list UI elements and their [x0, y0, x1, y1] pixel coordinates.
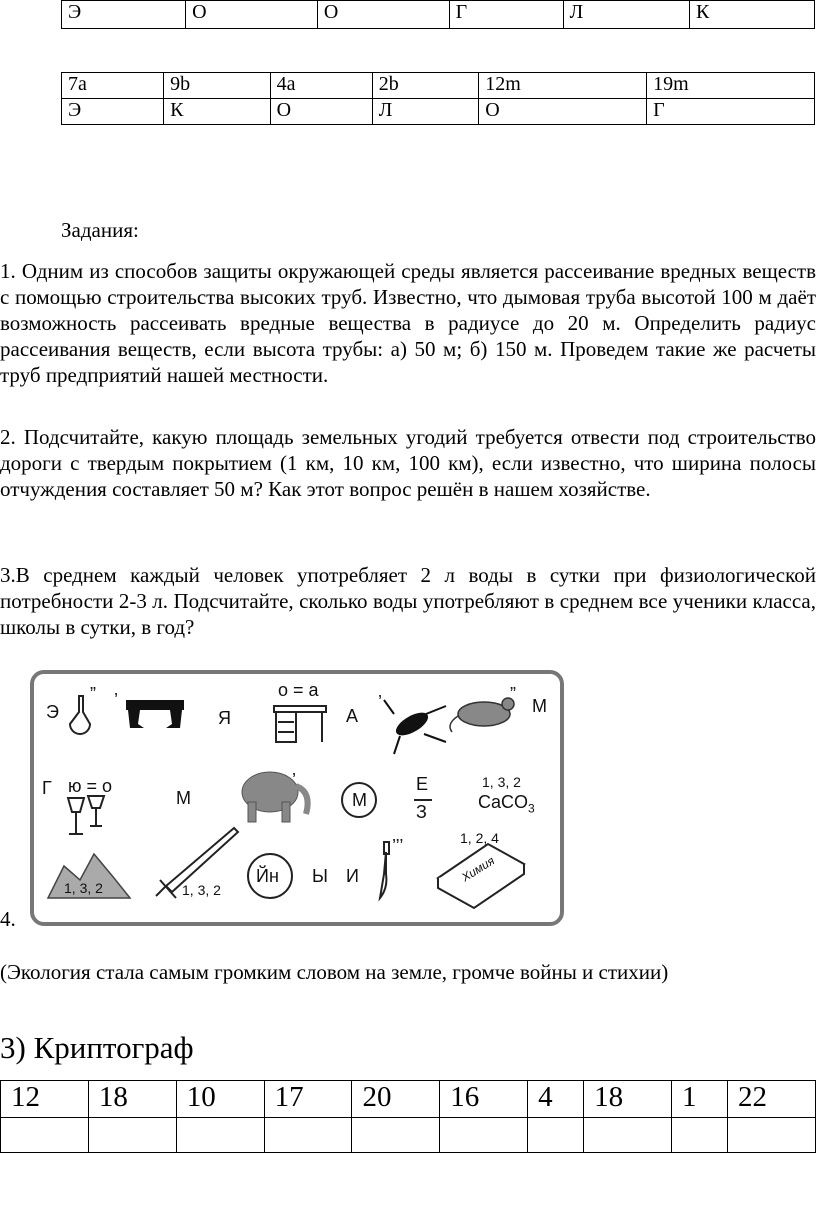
rebus-equation: о = а [278, 680, 319, 700]
table-cell: О [270, 99, 372, 125]
table-cell: К [690, 1, 815, 29]
table-cell: Г [449, 1, 563, 29]
rebus-letter: Е [416, 774, 429, 794]
table-cell: О [479, 99, 647, 125]
rebus-formula-sub: 3 [528, 801, 535, 816]
rebus-numbers: 1, 2, 4 [460, 830, 499, 846]
rebus-equation: ю = о [68, 776, 113, 796]
cryptograph-table [0, 1080, 816, 1153]
rebus-numbers: 1, 3, 2 [64, 880, 103, 896]
wine-glasses-icon [68, 796, 104, 834]
rebus-formula-main: CaCO [478, 792, 529, 812]
task-4-label: 4. [0, 907, 16, 931]
rebus-letter: Г [42, 778, 52, 798]
rebus-comma: ” [90, 684, 96, 704]
table-cell: 7a [62, 73, 164, 99]
answer-cell[interactable] [728, 1118, 816, 1153]
rebus-letter: А [346, 706, 359, 726]
answer-cell[interactable] [264, 1118, 352, 1153]
section-title: 3) Криптограф [0, 1030, 194, 1065]
table-cell: Л [372, 99, 478, 125]
knife-icon [380, 842, 389, 898]
table-cell: 17 [264, 1081, 352, 1118]
table-cell: Э [62, 1, 186, 29]
rebus-letter: Э [46, 702, 59, 722]
rebus-comma: ’ [292, 770, 296, 790]
table-cell: К [164, 99, 270, 125]
task-3: 3.В среднем каждый человек употребляет 2 л воды в сутки при физиологической потребности 2-3 л. Подсчитайте, сколько воды употребляют в среднем все ученики класса, школы в сутки, в год? [0, 563, 816, 639]
book-icon [438, 844, 524, 908]
rebus-comma: ” [510, 684, 516, 704]
tasks-heading: Задания: [61, 218, 139, 242]
wasp-icon [384, 700, 446, 754]
table-cell: Э [62, 99, 164, 125]
desk-icon [274, 706, 326, 742]
table-cell: 12 [1, 1081, 89, 1118]
table-row-empty [1, 1118, 816, 1153]
table-cell: 20 [352, 1081, 440, 1118]
rebus-letter: З [416, 802, 427, 822]
answer-cell[interactable] [1, 1118, 89, 1153]
answer-cell[interactable] [584, 1118, 672, 1153]
table-cell: 1 [672, 1081, 728, 1118]
answer-cell[interactable] [672, 1118, 728, 1153]
rebus-letter: Я [218, 708, 231, 728]
rebus-comma: ’’’ [392, 836, 404, 856]
rebus-letters: Йн [256, 866, 279, 886]
answer-cell[interactable] [88, 1118, 176, 1153]
table-cell: Л [563, 1, 689, 29]
book-title: Химия [459, 853, 497, 885]
rebus-numbers: 1, 3, 2 [182, 882, 221, 898]
answer-cell[interactable] [440, 1118, 528, 1153]
rebus-comma: ’ [378, 692, 382, 712]
table-row [62, 73, 815, 99]
answer-cell[interactable] [176, 1118, 264, 1153]
table-cell: Г [647, 99, 815, 125]
table-cell: 18 [88, 1081, 176, 1118]
mouse-icon [450, 698, 514, 732]
rebus-picture [30, 670, 564, 926]
rebus-letter: Ы [312, 866, 328, 886]
pants-icon [126, 700, 184, 728]
table-row [1, 1081, 816, 1118]
rebus-letter: М [352, 790, 367, 810]
table-cell: 4 [528, 1081, 584, 1118]
elephant-icon [242, 772, 308, 822]
rebus-formula [478, 792, 535, 816]
epigraph: (Экология стала самым громким словом на земле, громче войны и стихии) [0, 960, 669, 984]
table-cell: 10 [176, 1081, 264, 1118]
table-cell: 12m [479, 73, 647, 99]
table-row [62, 99, 815, 125]
task-1: 1. Одним из способов защиты окружающей среды является рассеивание вредных веществ с помощью строительства высоких труб. Известно, что дымовая труба высотой 100 м даёт возможность рассеивать вредные вещества в радиусе до 20 м. Определить радиус рассеивания веществ, если высота трубы: а) 50 м; б) 150 м. Проведем такие же расчеты труб предприятий нашей местности. [0, 259, 816, 387]
table-cell: О [186, 1, 318, 29]
rebus-numbers: 1, 3, 2 [482, 774, 521, 790]
table-cell: 18 [584, 1081, 672, 1118]
table-cell: 16 [440, 1081, 528, 1118]
table-cell: 9b [164, 73, 270, 99]
rebus-comma: ’ [114, 690, 118, 710]
codes-table [61, 72, 815, 125]
rebus-letter: М [532, 696, 547, 716]
rebus-letter: И [346, 866, 359, 886]
table-cell: 22 [728, 1081, 816, 1118]
rebus-letter: М [176, 788, 191, 808]
task-2: 2. Подсчитайте, какую площадь земельных угодий требуется отвести под строительство дороги с твердым покрытием (1 км, 10 км, 100 км), если известно, что ширина полосы отчуждения составляет 50 м? Как этот вопрос решён в нашем хозяйстве. [0, 425, 816, 501]
letters-table-top [61, 0, 815, 29]
table-cell: 2b [372, 73, 478, 99]
answer-cell[interactable] [528, 1118, 584, 1153]
table-cell: О [317, 1, 449, 29]
answer-cell[interactable] [352, 1118, 440, 1153]
flask-icon [70, 696, 90, 734]
table-cell: 4a [270, 73, 372, 99]
table-cell: 19m [647, 73, 815, 99]
table-row [62, 1, 815, 29]
